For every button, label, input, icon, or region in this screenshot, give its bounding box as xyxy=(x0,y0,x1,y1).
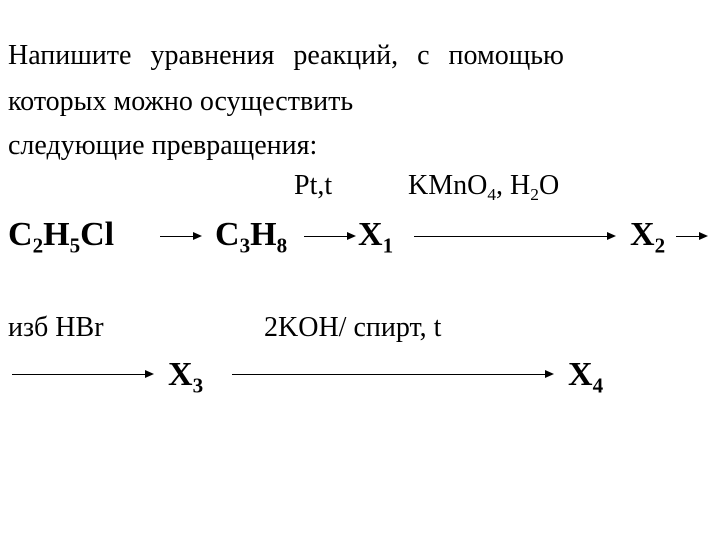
formula-x2: $X_2$ xyxy=(630,216,666,258)
arrow-1 xyxy=(160,236,200,237)
task-line-1: Напишите уравнения реакций, с помощью xyxy=(8,40,564,71)
formula-x4: $X_4$ xyxy=(568,356,604,398)
condition-koh-alcohol: 2KOH/ спирт, t xyxy=(264,312,442,343)
task-line-2: которых можно осуществить xyxy=(8,86,354,117)
arrow-2 xyxy=(304,236,354,237)
arrow-5 xyxy=(12,374,152,375)
arrow-4 xyxy=(676,236,706,237)
formula-x3: $X_3$ xyxy=(168,356,204,398)
arrow-6 xyxy=(232,374,552,375)
formula-c3h8: $C_3H_8$ xyxy=(215,216,288,258)
condition-excess-hbr: изб HBr xyxy=(8,312,104,343)
task-line-3: следующие превращения: xyxy=(8,130,318,161)
arrow-3 xyxy=(414,236,614,237)
condition-pt-t: Pt,t xyxy=(294,170,333,201)
formula-x1: $X_1$ xyxy=(358,216,394,258)
condition-kmno4-h2o: KMnO$_4$, $H_2O$ xyxy=(408,170,560,205)
formula-c2h5cl: $C_2H_5Cl$ xyxy=(8,216,115,258)
